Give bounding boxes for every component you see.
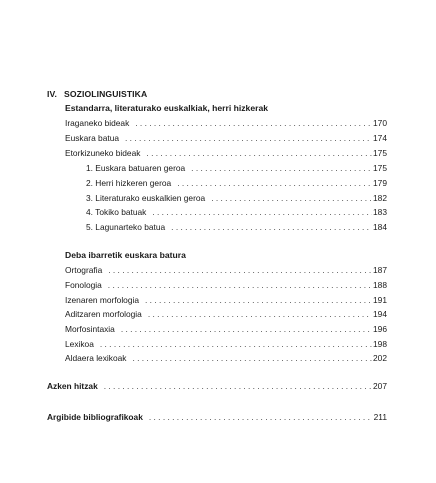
- toc-entry-page: 198: [373, 339, 387, 349]
- dot-leader: [108, 264, 372, 276]
- toc-subentry-page: 182: [373, 193, 387, 203]
- toc-entry[interactable]: [65, 352, 387, 364]
- dot-leader: [177, 177, 372, 189]
- dot-leader: [171, 221, 372, 233]
- toc-entry-page: 188: [373, 280, 387, 290]
- toc-entry-page: 194: [373, 309, 387, 319]
- toc-subentry[interactable]: [86, 206, 387, 218]
- toc-entry-page: 174: [373, 133, 387, 143]
- toc-entry-label: Morfosintaxia: [65, 324, 115, 334]
- toc-entry-page: 170: [373, 118, 387, 128]
- dot-leader: [148, 308, 372, 320]
- dot-leader: [191, 162, 372, 174]
- toc-subentry-page: 179: [373, 178, 387, 188]
- toc-subentry[interactable]: [86, 221, 387, 233]
- toc-subentry-page: 183: [373, 207, 387, 217]
- toc-entry-page: 207: [373, 381, 387, 391]
- toc-entry[interactable]: [65, 264, 387, 276]
- dot-leader: [100, 338, 372, 350]
- toc-subentry-label: 2. Herri hizkeren geroa: [86, 178, 172, 188]
- group-title: Deba ibarretik euskara batura: [65, 250, 186, 260]
- toc-entry[interactable]: [65, 117, 387, 129]
- section-heading: [47, 89, 147, 99]
- dot-leader: [145, 294, 372, 306]
- toc-entry-label: Euskara batua: [65, 133, 120, 143]
- toc-entry-page: 191: [373, 295, 387, 305]
- toc-entry-page: 202: [373, 353, 387, 363]
- group-title: Estandarra, literaturako euskalkiak, herri hizkerak: [65, 103, 269, 113]
- toc-entry-label: Izenaren morfologia: [65, 295, 140, 305]
- toc-entry-label: Fonologia: [65, 280, 102, 290]
- toc-entry-label: Azken hitzak: [47, 381, 98, 391]
- section-title: SOZIOLINGUISTIKA: [64, 89, 148, 99]
- dot-leader: [149, 411, 373, 423]
- toc-entry-page: 187: [373, 265, 387, 275]
- toc-entry[interactable]: [65, 338, 387, 350]
- dot-leader: [146, 147, 372, 159]
- toc-subentry-page: 175: [373, 163, 387, 173]
- toc-entry-page: 211: [373, 412, 387, 422]
- toc-entry-label: Ortografia: [65, 265, 103, 275]
- dot-leader: [152, 206, 372, 218]
- dot-leader: [125, 132, 372, 144]
- toc-entry[interactable]: [65, 308, 387, 320]
- toc-subentry-label: 3. Literaturako euskalkien geroa: [86, 193, 206, 203]
- toc-backmatter-entry[interactable]: [47, 380, 387, 392]
- toc-entry[interactable]: [65, 132, 387, 144]
- toc-entry-page: 196: [373, 324, 387, 334]
- toc-entry-label: Aditzaren morfologia: [65, 309, 142, 319]
- toc-entry-label: Etorkizuneko bideak: [65, 148, 141, 158]
- toc-subentry[interactable]: [86, 177, 387, 189]
- toc-backmatter-entry[interactable]: [47, 411, 387, 423]
- dot-leader: [108, 279, 372, 291]
- dot-leader: [132, 352, 372, 364]
- toc-entry[interactable]: [65, 323, 387, 335]
- toc-subentry-label: 5. Lagunarteko batua: [86, 222, 166, 232]
- toc-subentry-page: 184: [373, 222, 387, 232]
- dot-leader: [135, 117, 372, 129]
- toc-entry-page: 175: [373, 148, 387, 158]
- toc-entry-label: Lexikoa: [65, 339, 94, 349]
- dot-leader: [121, 323, 372, 335]
- toc-entry[interactable]: [65, 279, 387, 291]
- dot-leader: [211, 192, 372, 204]
- dot-leader: [104, 380, 372, 392]
- toc-subentry-label: 1. Euskara batuaren geroa: [86, 163, 186, 173]
- toc-entry-label: Iraganeko bideak: [65, 118, 130, 128]
- toc-entry-label: Aldaera lexikoak: [65, 353, 127, 363]
- toc-subentry-label: 4. Tokiko batuak: [86, 207, 147, 217]
- section-number: IV.: [47, 89, 58, 99]
- toc-entry-label: Argibide bibliografikoak: [47, 412, 143, 422]
- toc-subentry[interactable]: [86, 192, 387, 204]
- toc-entry[interactable]: [65, 294, 387, 306]
- toc-entry[interactable]: [65, 147, 387, 159]
- toc-subentry[interactable]: [86, 162, 387, 174]
